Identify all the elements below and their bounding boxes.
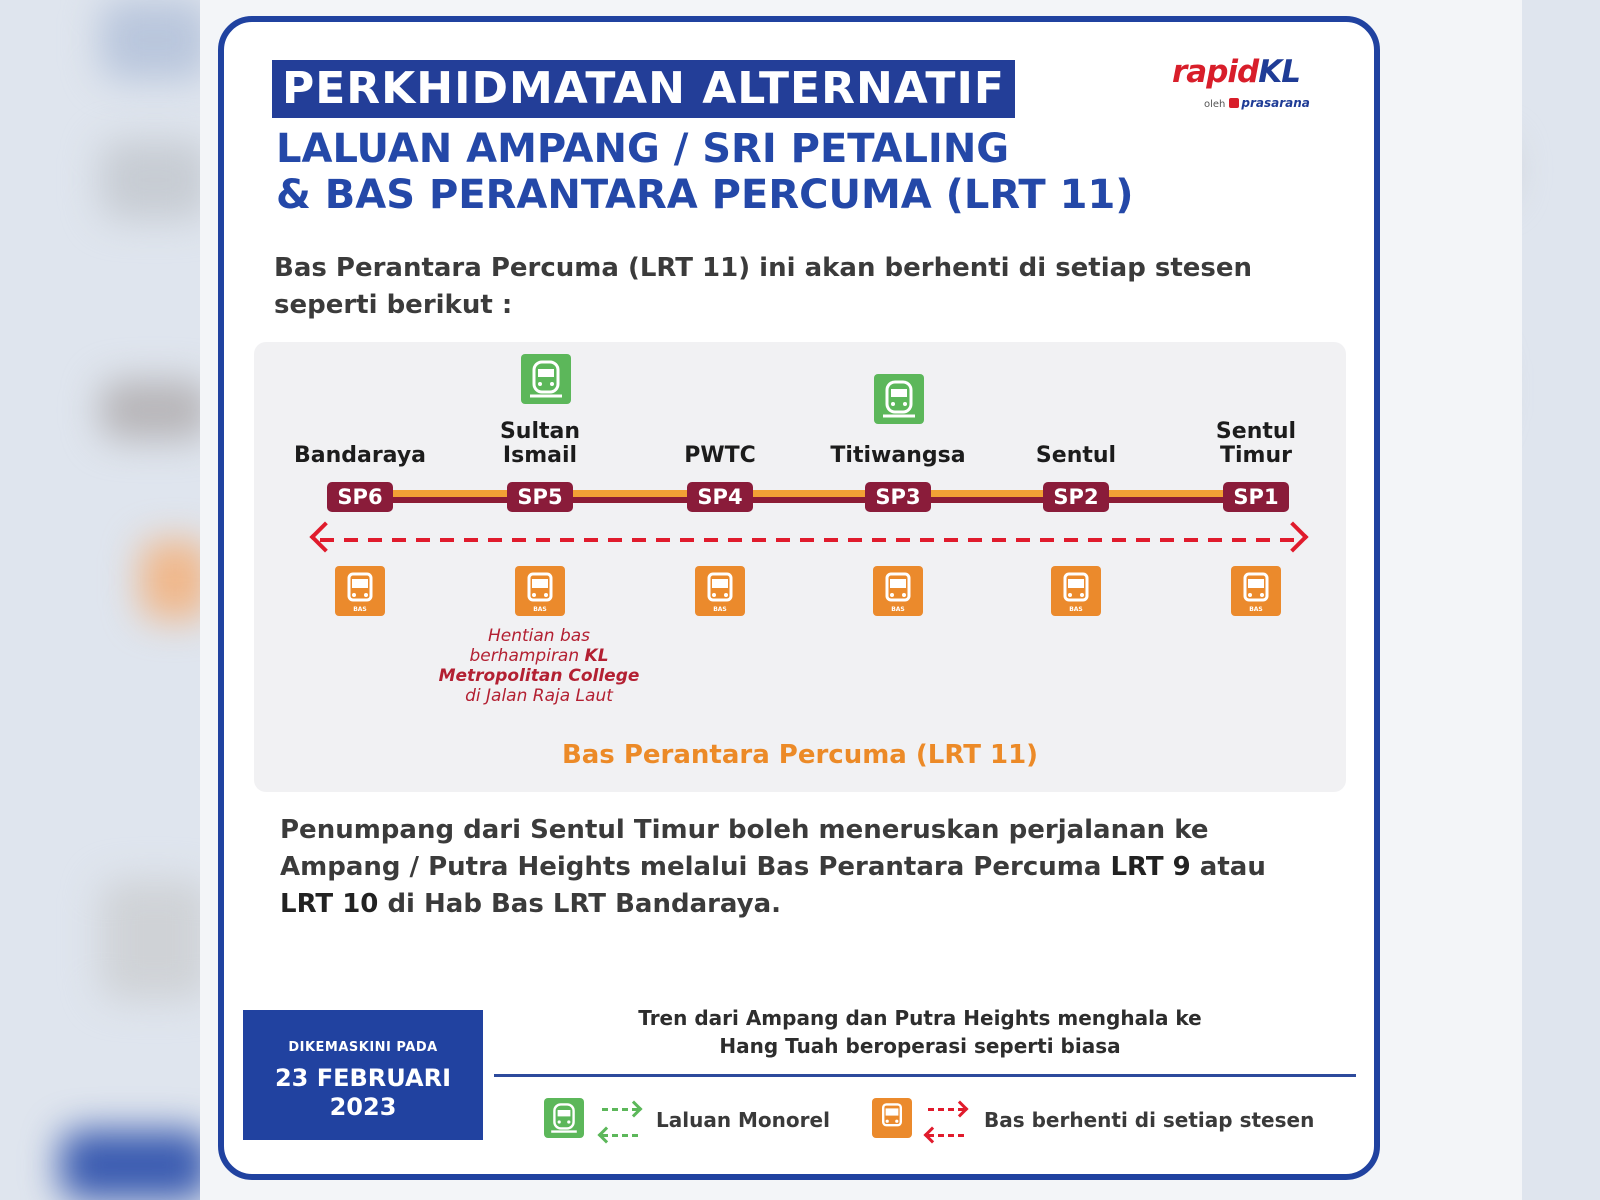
- updated-date: 23 FEBRUARI 2023: [274, 1064, 452, 1121]
- station-name-sp3: Titiwangsa: [830, 443, 966, 468]
- intro-text: Bas Perantara Percuma (LRT 11) ini akan berhenti di setiap stesen seperti berikut :: [274, 253, 1253, 320]
- logo-wordmark: rapidKL: [1172, 54, 1300, 90]
- legend-red-arrows-icon: [924, 1100, 968, 1146]
- station-code-sp2: SP2: [1043, 482, 1109, 512]
- station-code-sp1: SP1: [1223, 482, 1289, 512]
- station-code-sp4: SP4: [687, 482, 753, 512]
- bus-icon: BAS: [515, 566, 565, 616]
- bus-stop-note: Hentian bas berhampiran KL Metropolitan College di Jalan Raja Laut: [438, 626, 640, 706]
- legend-bus-label: Bas berhenti di setiap stesen: [984, 1108, 1315, 1132]
- logo-byline: oleh prasarana: [1204, 96, 1310, 110]
- station-code-sp3: SP3: [865, 482, 931, 512]
- monorail-icon: [521, 354, 571, 404]
- monorail-icon: [874, 374, 924, 424]
- legend-bus-icon: [872, 1098, 912, 1138]
- station-code-sp6: SP6: [327, 482, 393, 512]
- legend-monorail-icon: [544, 1098, 584, 1138]
- bidirectional-bus-arrow: [310, 538, 1308, 542]
- route-title: Bas Perantara Percuma (LRT 11): [561, 740, 1039, 770]
- bus-icon: BAS: [1231, 566, 1281, 616]
- prasarana-mark-icon: [1229, 98, 1239, 108]
- bus-icon: BAS: [335, 566, 385, 616]
- bus-icon: BAS: [695, 566, 745, 616]
- station-name-sp1: Sentul Timur: [1215, 419, 1297, 468]
- legend-divider: [494, 1074, 1356, 1077]
- track-maroon-stripe: [360, 497, 1260, 503]
- updated-date-box: [243, 1010, 483, 1140]
- subtitle-line2: & BAS PERANTARA PERCUMA (LRT 11): [276, 172, 1134, 218]
- normal-operations-note: Tren dari Ampang dan Putra Heights menghala ke Hang Tuah beroperasi seperti biasa: [638, 1006, 1202, 1058]
- track-orange-stripe: [360, 490, 1260, 497]
- updated-label: DIKEMASKINI PADA: [288, 1040, 438, 1055]
- station-name-sp4: PWTC: [684, 443, 756, 468]
- monorail-track: [360, 490, 1260, 508]
- route-diagram-panel: [254, 342, 1346, 792]
- bus-icon: BAS: [873, 566, 923, 616]
- station-code-sp5: SP5: [507, 482, 573, 512]
- onward-journey-text: Penumpang dari Sentul Timur boleh meneruskan perjalanan ke Ampang / Putra Heights melalui Bas Perantara Percuma LRT 9 atau LRT 10 di Hab Bas LRT Bandaraya.: [280, 815, 1266, 919]
- bus-icon: BAS: [1051, 566, 1101, 616]
- legend-monorail-label: Laluan Monorel: [656, 1108, 830, 1132]
- station-name-sp5: Sultan Ismail: [499, 419, 581, 468]
- subtitle-line1: LALUAN AMPANG / SRI PETALING: [276, 126, 1010, 172]
- legend-green-arrows-icon: [598, 1100, 642, 1146]
- station-name-sp2: Sentul: [1035, 443, 1117, 468]
- headline: PERKHIDMATAN ALTERNATIF: [272, 60, 1015, 118]
- station-name-sp6: Bandaraya: [293, 443, 427, 468]
- rapidkl-logo: [1172, 54, 1342, 114]
